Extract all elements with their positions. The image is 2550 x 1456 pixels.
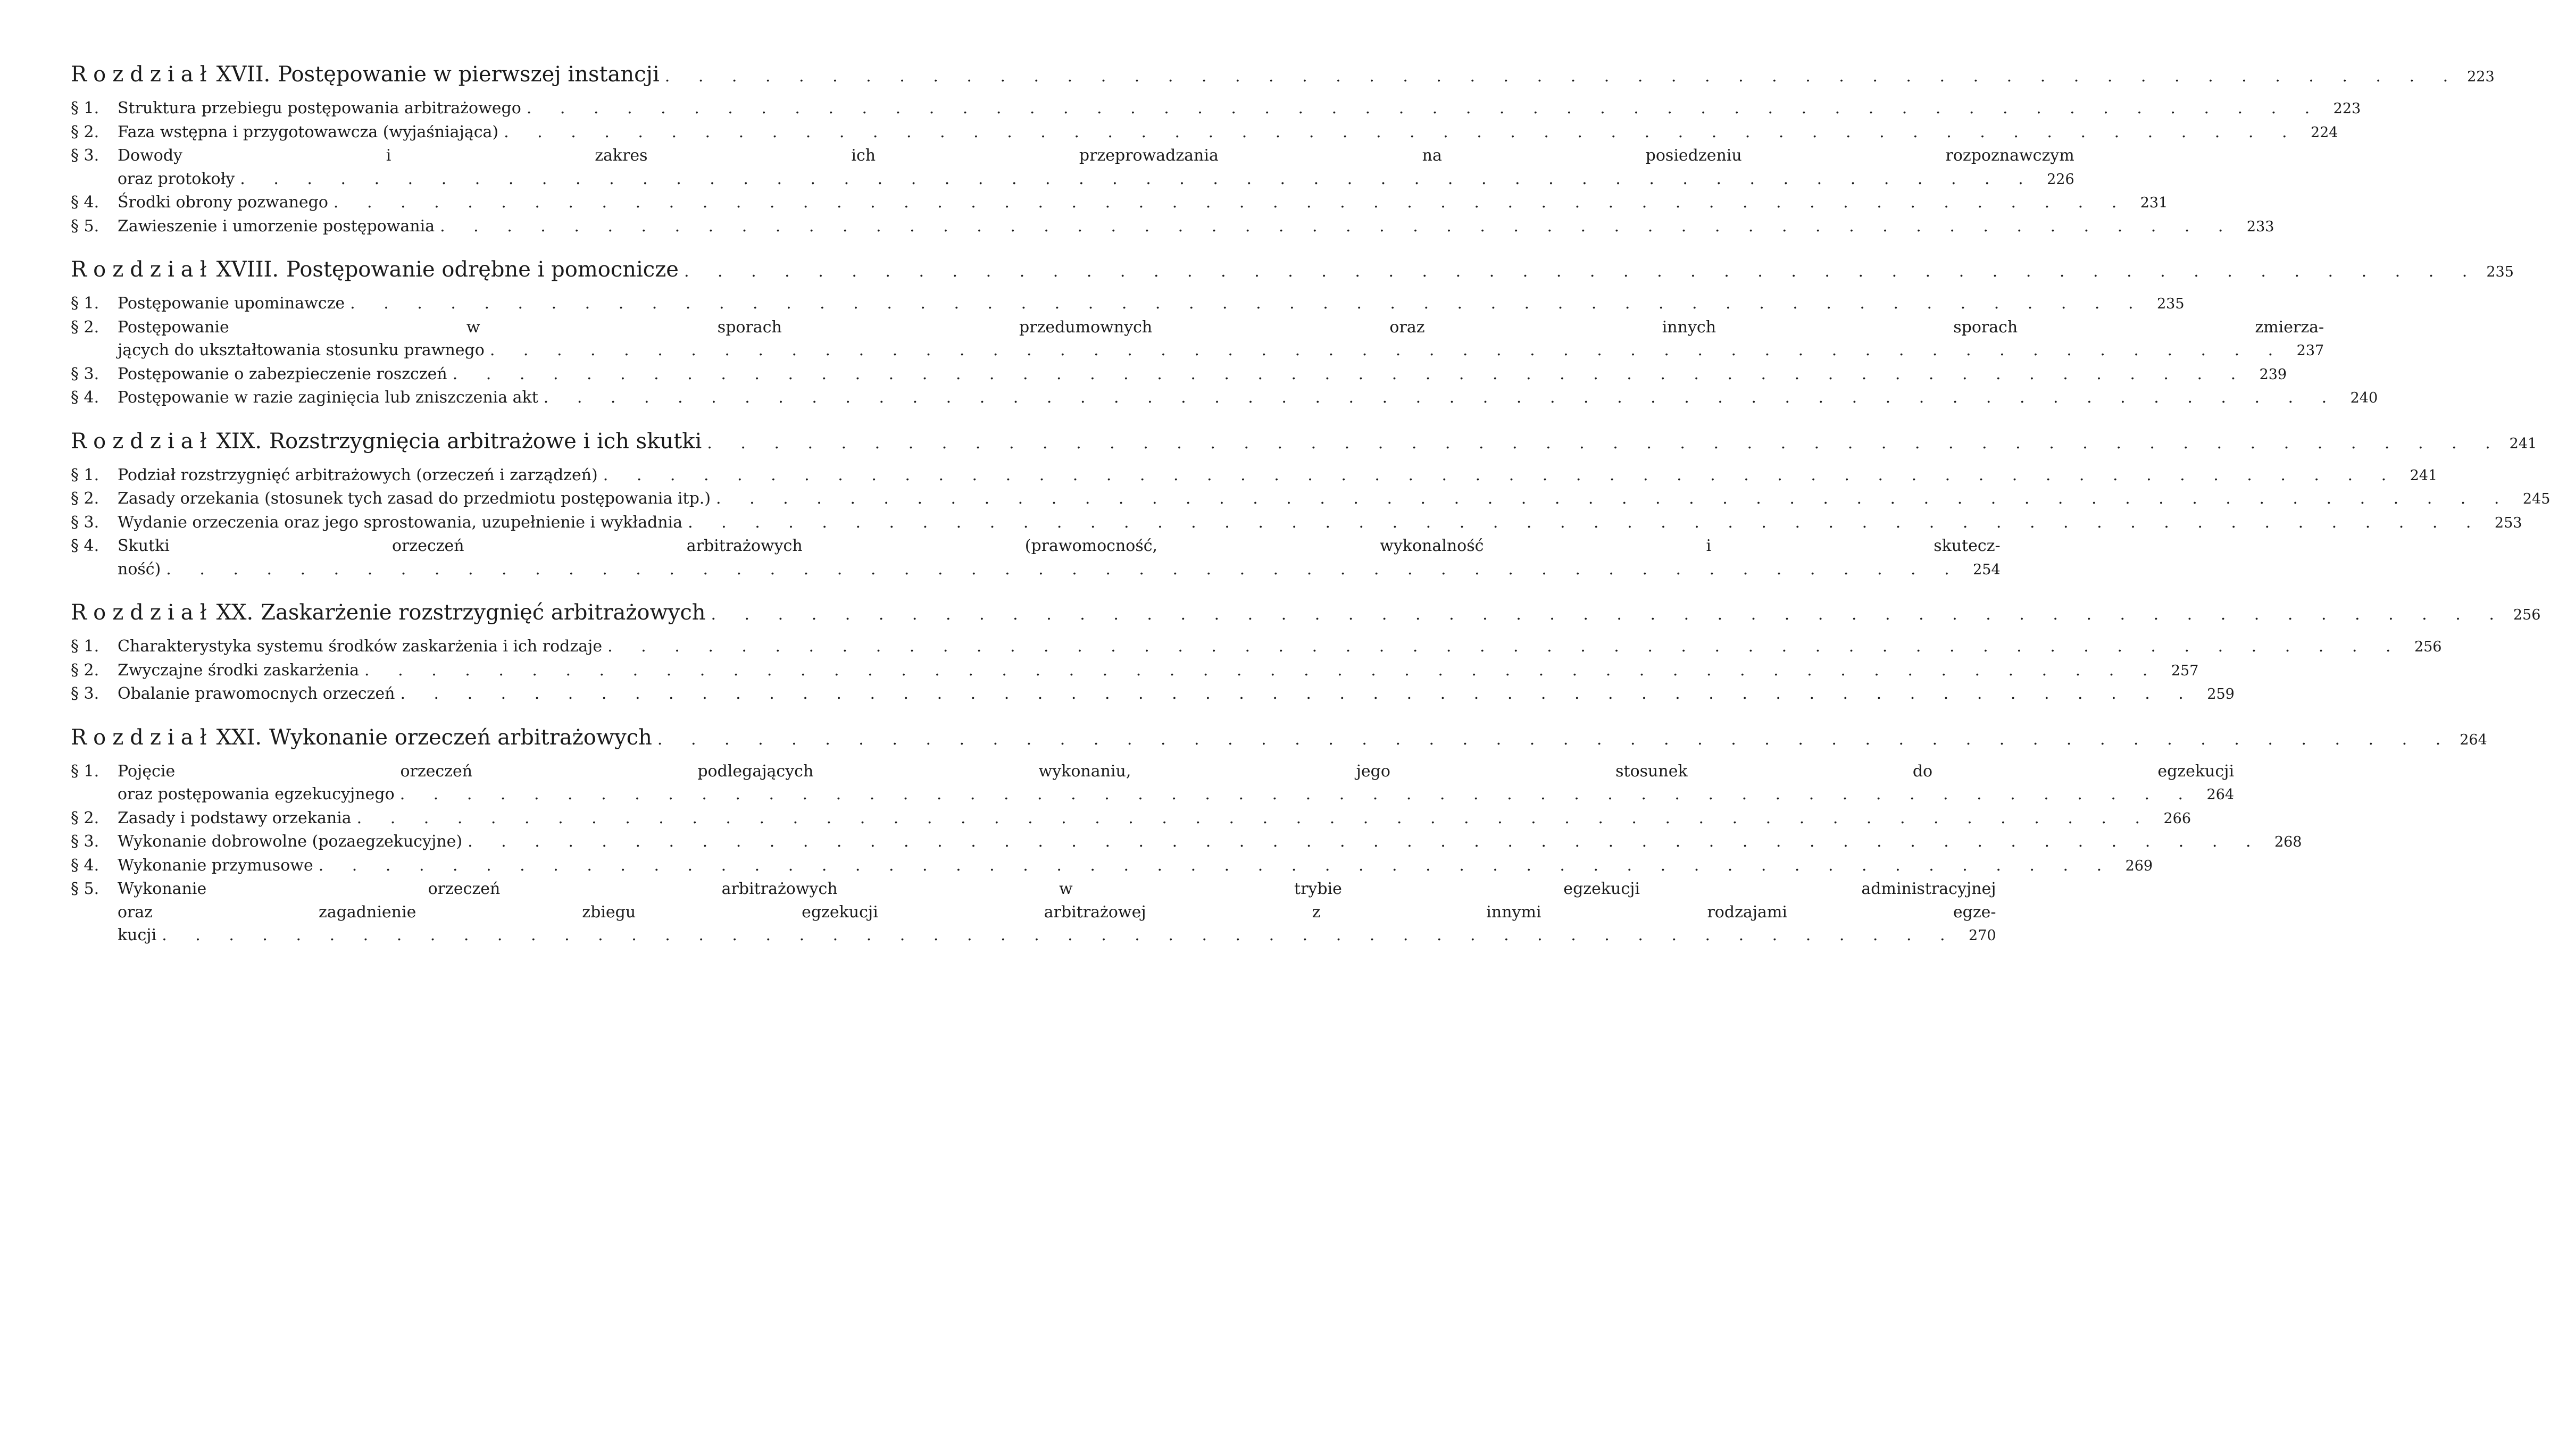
section-number: § 4. [71,537,99,555]
chapter-section [71,61,2495,238]
chapter-page-number: 264 [2460,731,2487,748]
entry-body [118,830,2302,854]
entry-body [118,635,2441,659]
entry-text: jących do ukształtowania stosunku prawnego [118,341,485,359]
section-number: § 1. [71,99,99,118]
entry-text: oraz zagadnienie zbiegu egzekucji arbitrażowej z innymi rodzajami egze- [118,902,1996,922]
dot-leader: . . . . . . . . . . . . . . . . . . . . . . . . . . . . . . . . . . . . . . . . . . . . . . . . . . . . . . [526,99,2322,118]
section-number: § 1. [71,762,99,781]
dot-leader: . . . . . . . . . . . . . . . . . . . . . . . . . . . . . . . . . . . . . . . . . . . . . . . . . . . . . . [707,433,2502,453]
section-number: § 1. [71,637,99,656]
entry-text: Postępowanie w razie zaginięcia lub zniszczenia akt [118,388,538,407]
entry-page-number: 245 [2522,491,2550,507]
entry-body [118,760,2234,807]
section-number: § 3. [71,684,99,703]
entry-line [118,558,2001,582]
entry-page-number: 233 [2246,218,2274,235]
entry-line [118,807,2191,831]
chapter-section [71,599,2541,706]
toc-entry [71,830,2302,854]
table-of-contents [71,61,2550,966]
dot-leader: . . . . . . . . . . . . . . . . . . . . . . . . . . . . . . . . . . . . . . . . . . . . . . . . . . . . . . [333,193,2129,212]
section-number: § 3. [71,364,99,383]
entry-text: Postępowanie o zabezpieczenie roszczeń [118,364,447,383]
dot-leader: . . . . . . . . . . . . . . . . . . . . . . . . . . . . . . . . . . . . . . . . . . . . . . . . . . . . . . [440,216,2235,236]
toc-entry [71,635,2442,659]
entry-text: Struktura przebiegu postępowania arbitrażowego [118,99,521,118]
section-number: § 2. [71,489,99,508]
entry-text: Wykonanie dobrowolne (pozaegzekucyjne) [118,832,463,851]
chapter-prefix: Rozdział [71,600,213,625]
toc-entry [71,121,2338,145]
entry-line [118,783,2234,807]
entry-body [118,807,2191,831]
entry-line [118,901,1996,924]
entry-page-number: 235 [2156,296,2185,312]
chapter-number: XXI. [216,725,262,750]
chapter-title: Rozstrzygnięcia arbitrażowe i ich skutki [269,429,702,454]
entry-body [118,363,2287,387]
entry-page-number: 240 [2350,390,2378,406]
chapter-title: Wykonanie orzeczeń arbitrażowych [269,725,652,750]
entry-line [118,659,2198,683]
entry-body [118,464,2437,488]
entry-body [118,191,2168,215]
entry-page-number: 231 [2140,195,2168,211]
toc-entry [71,877,1996,948]
toc-entry [71,386,2378,410]
toc-entry [71,215,2274,239]
entry-line [118,635,2441,659]
entry-text: Postępowanie w sporach przedumownych oraz innych sporach zmierza- [118,317,2324,337]
chapter-section [71,256,2514,410]
entry-page-number: 254 [1973,561,2001,578]
entry-page-number: 259 [2207,686,2235,702]
toc-entry [71,807,2191,831]
entry-line [118,877,1996,901]
entry-page-number: 226 [2047,171,2074,188]
dot-leader: . . . . . . . . . . . . . . . . . . . . . . . . . . . . . . . . . . . . . . . . . . . . . . . . . . . . . . [240,169,2035,188]
toc-entry [71,511,2522,535]
entry-text: Środki obrony pozwanego [118,193,328,212]
chapter-prefix: Rozdział [71,429,213,454]
chapter-page-number: 241 [2509,435,2537,452]
entry-text: Charakterystyka systemu środków zaskarżenia i ich rodzaje [118,637,603,656]
entry-page-number: 264 [2206,786,2235,803]
section-number: § 3. [71,513,99,532]
chapter-title: Zaskarżenie rozstrzygnięć arbitrażowych [261,600,706,625]
chapter-number: XIX. [216,429,262,454]
entry-line [118,363,2287,387]
entry-text: Dowody i zakres ich przeprowadzania na posiedzeniu rozpoznawczym [118,146,2074,165]
entry-page-number: 224 [2310,124,2338,141]
entry-text: oraz postępowania egzekucyjnego [118,785,395,804]
entry-text: oraz protokoły [118,169,235,188]
entry-text: Wykonanie przymusowe [118,856,313,875]
dot-leader: . . . . . . . . . . . . . . . . . . . . . . . . . . . . . . . . . . . . . . . . . . . . . . . . . . . . . . [607,637,2403,656]
section-number: § 1. [71,465,99,484]
entry-text: kucji [118,926,157,944]
entry-page-number: 256 [2414,639,2442,655]
section-number: § 3. [71,832,99,851]
entry-line [118,316,2324,339]
section-number: § 2. [71,122,99,141]
section-number: § 3. [71,146,99,165]
entry-body [118,215,2274,239]
entry-text: Zasady orzekania (stosunek tych zasad do przedmiotu postępowania itp.) [118,489,711,508]
entry-body [118,97,2361,121]
entry-text: Pojęcie orzeczeń podlegających wykonaniu, jego stosunek do egzekucji [118,762,2235,781]
entry-line [118,144,2074,168]
dot-leader: . . . . . . . . . . . . . . . . . . . . . . . . . . . . . . . . . . . . . . . . . . . . . . . . . . . . . . [543,388,2339,407]
entry-text: Zasady i podstawy orzekania [118,808,352,827]
dot-leader: . . . . . . . . . . . . . . . . . . . . . . . . . . . . . . . . . . . . . . . . . . . . . . . . . . . . . . [664,67,2460,86]
entry-page-number: 239 [2259,366,2287,383]
dot-leader: . . . . . . . . . . . . . . . . . . . . . . . . . . . . . . . . . . . . . . . . . . . . . . . . . . . . . . [350,294,2145,313]
entry-body [118,292,2185,316]
entry-body [118,854,2153,878]
dot-leader: . . . . . . . . . . . . . . . . . . . . . . . . . . . . . . . . . . . . . . . . . . . . . . . . . . . . . . [364,660,2160,680]
chapter-heading [71,599,2541,629]
toc-entry [71,760,2235,807]
chapter-page-number: 235 [2486,264,2514,280]
entry-text: ność) [118,559,161,579]
chapter-section [71,724,2487,948]
dot-leader: . . . . . . . . . . . . . . . . . . . . . . . . . . . . . . . . . . . . . . . . . . . . . . . . . . . . . . [489,341,2285,359]
entry-text: Postępowanie upominawcze [118,294,345,313]
entry-text: Zawieszenie i umorzenie postępowania [118,216,435,236]
entry-line [118,854,2153,878]
chapter-page-number: 256 [2513,607,2541,623]
entry-line [118,464,2437,488]
chapter-number: XX. [216,600,254,625]
entry-text: Wykonanie orzeczeń arbitrażowych w trybie egzekucji administracyjnej [118,880,1996,898]
toc-entry [71,292,2185,316]
chapter-number: XVII. [216,62,271,87]
entry-body [118,877,1996,948]
entry-line [118,487,2550,511]
entry-line [118,191,2168,215]
entry-line [118,121,2338,145]
entry-text: Obalanie prawomocnych orzeczeń [118,684,395,703]
entry-line [118,534,2001,558]
entry-page-number: 266 [2163,810,2191,827]
entry-page-number: 223 [2333,101,2361,117]
entry-line [118,924,1996,948]
chapter-prefix: Rozdział [71,257,213,282]
toc-entry [71,534,2001,581]
section-number: § 4. [71,388,99,407]
dot-leader: . . . . . . . . . . . . . . . . . . . . . . . . . . . . . . . . . . . . . . . . . . . . . . . . . . . . . . [452,364,2248,383]
chapter-prefix: Rozdział [71,62,213,87]
dot-leader: . . . . . . . . . . . . . . . . . . . . . . . . . . . . . . . . . . . . . . . . . . . . . . . . . . . . . . [711,605,2506,624]
entry-body [118,534,2001,581]
dot-leader: . . . . . . . . . . . . . . . . . . . . . . . . . . . . . . . . . . . . . . . . . . . . . . . . . . . . . . [684,262,2479,281]
entry-line [118,682,2235,706]
toc-entry [71,316,2324,363]
entry-line [118,760,2234,783]
entry-body [118,121,2338,145]
dot-leader: . . . . . . . . . . . . . . . . . . . . . . . . . . . . . . . . . . . . . . . . . . . . . . . . . . . . . . [166,559,1961,579]
entry-page-number: 241 [2410,467,2438,484]
entry-body [118,144,2074,191]
entry-line [118,292,2185,316]
toc-entry [71,659,2199,683]
chapter-heading [71,61,2495,90]
section-number: § 1. [71,294,99,313]
entry-page-number: 268 [2274,834,2302,850]
toc-entry [71,144,2074,191]
entry-body [118,659,2198,683]
entry-line [118,97,2361,121]
chapter-number: XVIII. [216,257,279,282]
chapter-section [71,428,2550,582]
chapter-heading [71,256,2514,286]
section-number: § 4. [71,856,99,875]
toc-entry [71,191,2168,215]
entry-body [118,487,2550,511]
entry-line [118,339,2324,363]
entry-line [118,215,2274,239]
entry-line [118,386,2378,410]
toc-entry [71,464,2438,488]
chapter-title: Postępowanie odrębne i pomocnicze [286,257,679,282]
entry-text: Faza wstępna i przygotowawcza (wyjaśniająca) [118,122,499,141]
toc-entry [71,487,2550,511]
dot-leader: . . . . . . . . . . . . . . . . . . . . . . . . . . . . . . . . . . . . . . . . . . . . . . . . . . . . . . [504,122,2299,141]
entry-line [118,830,2302,854]
entry-page-number: 270 [1969,927,1996,944]
entry-body [118,386,2378,410]
entry-page-number: 253 [2494,514,2522,531]
entry-text: Skutki orzeczeń arbitrażowych (prawomocność, wykonalność i skutecz- [118,537,2001,555]
section-number: § 2. [71,317,99,337]
dot-leader: . . . . . . . . . . . . . . . . . . . . . . . . . . . . . . . . . . . . . . . . . . . . . . . . . . . . . . [688,513,2483,532]
dot-leader: . . . . . . . . . . . . . . . . . . . . . . . . . . . . . . . . . . . . . . . . . . . . . . . . . . . . . . [657,730,2453,749]
dot-leader: . . . . . . . . . . . . . . . . . . . . . . . . . . . . . . . . . . . . . . . . . . . . . . . . . . . . . . [318,856,2114,875]
toc-entry [71,363,2287,387]
chapter-heading [71,724,2487,754]
section-number: § 2. [71,660,99,680]
section-number: § 5. [71,216,99,236]
chapter-page-number: 223 [2467,69,2495,85]
entry-body [118,511,2522,535]
entry-text: Podział rozstrzygnięć arbitrażowych (orzeczeń i zarządzeń) [118,465,598,484]
entry-text: Wydanie orzeczenia oraz jego sprostowania, uzupełnienie i wykładnia [118,513,683,532]
entry-line [118,511,2522,535]
toc-entry [71,682,2235,706]
entry-page-number: 257 [2171,662,2199,679]
dot-leader: . . . . . . . . . . . . . . . . . . . . . . . . . . . . . . . . . . . . . . . . . . . . . . . . . . . . . . [603,465,2398,484]
section-number: § 5. [71,880,99,898]
entry-line [118,168,2074,191]
toc-entry [71,854,2153,878]
entry-body [118,682,2235,706]
dot-leader: . . . . . . . . . . . . . . . . . . . . . . . . . . . . . . . . . . . . . . . . . . . . . . . . . . . . . . [399,785,2195,804]
dot-leader: . . . . . . . . . . . . . . . . . . . . . . . . . . . . . . . . . . . . . . . . . . . . . . . . . . . . . . [716,489,2511,508]
dot-leader: . . . . . . . . . . . . . . . . . . . . . . . . . . . . . . . . . . . . . . . . . . . . . . . . . . . . . . [356,808,2152,827]
chapter-title: Postępowanie w pierwszej instancji [278,62,660,87]
dot-leader: . . . . . . . . . . . . . . . . . . . . . . . . . . . . . . . . . . . . . . . . . . . . . . . . . . . . . . [468,832,2263,851]
entry-page-number: 269 [2125,857,2153,874]
dot-leader: . . . . . . . . . . . . . . . . . . . . . . . . . . . . . . . . . . . . . . . . . . . . . . . . . . . . . . [400,684,2195,703]
chapter-prefix: Rozdział [71,725,213,750]
dot-leader: . . . . . . . . . . . . . . . . . . . . . . . . . . . . . . . . . . . . . . . . . . . . . . . . . . . . . . [162,926,1957,944]
entry-page-number: 237 [2296,342,2324,359]
entry-text: Zwyczajne środki zaskarżenia [118,660,360,680]
toc-entry [71,97,2361,121]
section-number: § 4. [71,193,99,212]
chapter-heading [71,428,2537,457]
entry-body [118,316,2324,363]
section-number: § 2. [71,808,99,827]
